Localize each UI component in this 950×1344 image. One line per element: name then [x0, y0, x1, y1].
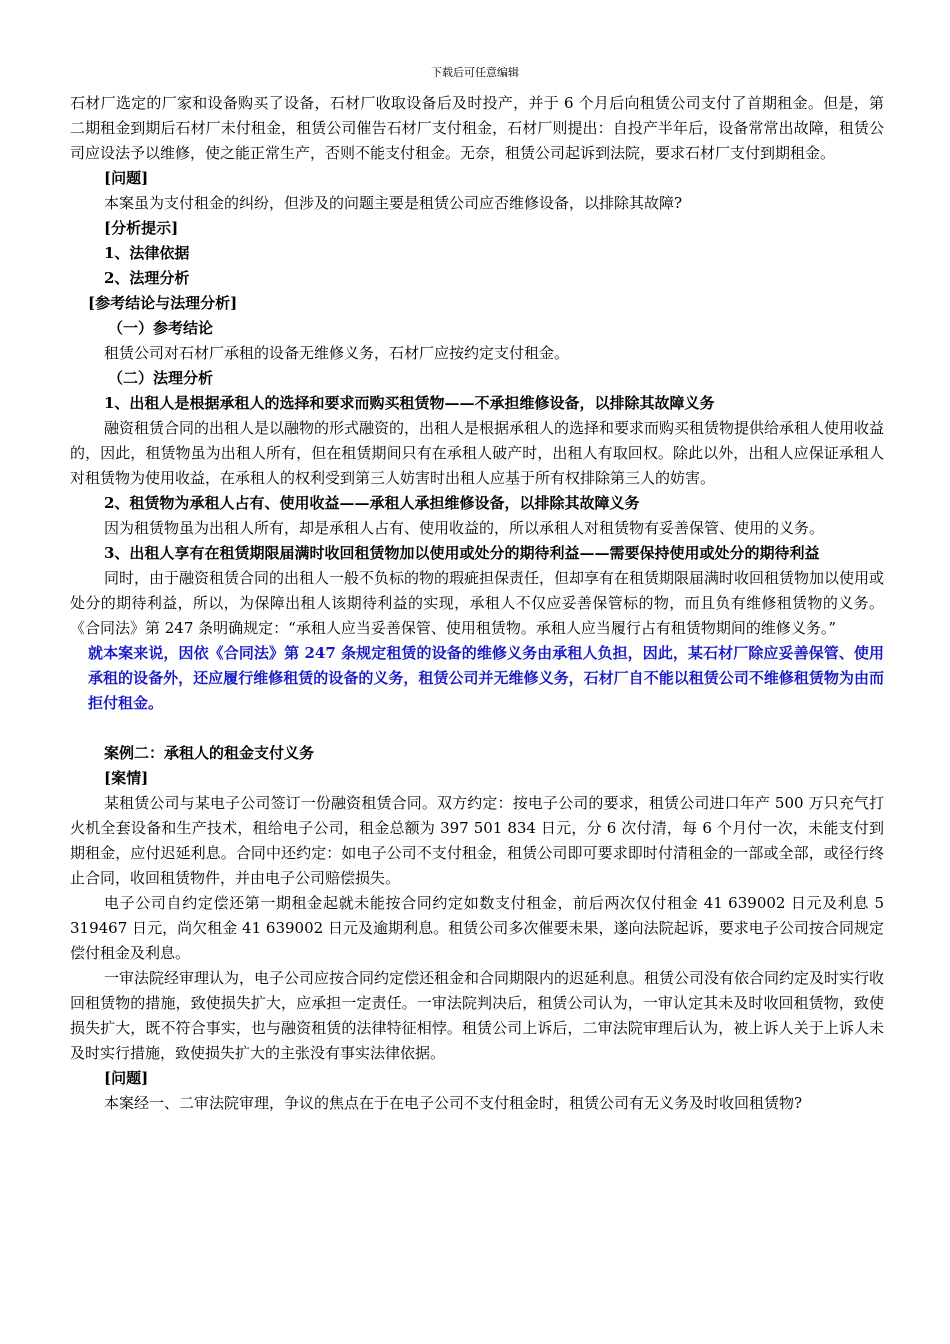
heading-point-1: 1、出租人是根据承租人的选择和要求而购买租赁物——不承担维修设备，以排除其故障义务	[104, 394, 715, 412]
paragraph-case-summary: 就本案来说，因依《合同法》第 247 条规定租赁的设备的维修义务由承租人负担，因此，某石材厂除应妥善保管、使用承租的设备外，还应履行维修租赁的设备的义务，租赁公司并无维修义务，石材厂自不能以租赁公司不维修租赁物为由而拒付租金。	[88, 644, 884, 712]
paragraph-point-1: 融资租赁合同的出租人是以融物的形式融资的，出租人是根据承租人的选择和要求而购买租赁物提供给承租人使用收益的，因此，租赁物虽为出租人所有，但在租赁期间只有在承租人破产时，出租人有取回权。除此以外，出租人应保证承租人对租赁物为使用收益，在承租人的权利受到第三人妨害时出租人应基于所有权排除第三人的妨害。	[70, 419, 885, 487]
paragraph-case-facts-end: 石材厂选定的厂家和设备购买了设备，石材厂收取设备后及时投产，并于 6 个月后向租赁公司支付了首期租金。但是，第二期租金到期后石材厂未付租金，租赁公司催告石材厂支付租金，石材厂则提出：自投产半年后，设备常常出故障，租赁公司应设法予以维修，使之能正常生产，否则不能支付租金。无奈，租赁公司起诉到法院，要求石材厂支付到期租金。	[70, 94, 884, 162]
paragraph-conclusion: 租赁公司对石材厂承租的设备无维修义务，石材厂应按约定支付租金。	[104, 344, 570, 362]
heading-conclusion-2: （二）法理分析	[108, 369, 214, 387]
heading-question: [问题]	[104, 169, 149, 187]
heading-case-facts: [案情]	[104, 769, 149, 787]
paragraph-facts-3: 一审法院经审理认为，电子公司应按合同约定偿还租金和合同期限内的迟延利息。租赁公司没有依合同约定及时实行收回租赁物的措施，致使损失扩大，应承担一定责任。一审法院判决后，租赁公司认为，一审认定其未及时收回租赁物，致使损失扩大，既不符合事实，也与融资租赁的法律特征相悖。租赁公司上诉后，二审法院审理后认为，被上诉人关于上诉人未及时实行措施，致使损失扩大的主张没有事实法律依据。	[70, 969, 885, 1062]
paragraph-point-2: 因为租赁物虽为出租人所有，却是承租人占有、使用收益的，所以承租人对租赁物有妥善保管、使用的义务。	[104, 519, 825, 537]
heading-point-2: 2、租赁物为承租人占有、使用收益——承租人承担维修设备，以排除其故障义务	[104, 494, 640, 512]
paragraph-facts-2: 电子公司自约定偿还第一期租金起就未能按合同约定如数支付租金，前后两次仅付租金 41 639002 日元及利息 5 319467 日元，尚欠租金 41 639002 日元及逾期利息。租赁公司多次催要未果，遂向法院起诉，要求电子公司按合同规定偿付租金及利息。	[70, 894, 884, 962]
paragraph-question: 本案虽为支付租金的纠纷，但涉及的问题主要是租赁公司应否维修设备，以排除其故障?	[104, 194, 683, 212]
paragraph-question-2: 本案经一、二审法院审理，争议的焦点在于在电子公司不支付租金时，租赁公司有无义务及时收回租赁物?	[104, 1094, 803, 1112]
heading-analysis-hint: [分析提示]	[104, 219, 179, 237]
paragraph-point-3: 同时，由于融资租赁合同的出租人一般不负标的物的瑕疵担保责任，但却享有在租赁期限届满时收回租赁物加以使用或处分的期待利益，所以，为保障出租人该期待利益的实现，承租人不仅应妥善保管标的物，而且负有维修租赁物的义务。《合同法》第 247 条明确规定：“承租人应当妥善保管、使用租赁物。承租人应当履行占有租赁物期间的维修义务。”	[70, 569, 885, 637]
heading-legal-analysis: 2、法理分析	[104, 269, 190, 287]
heading-conclusion-1: （一）参考结论	[108, 319, 214, 337]
heading-question-2: [问题]	[104, 1069, 149, 1087]
heading-case-two: 案例二：承租人的租金支付义务	[104, 744, 315, 762]
document-body	[70, 91, 884, 1116]
page-header: 下载后可任意编辑	[431, 66, 519, 79]
paragraph-facts-1: 某租赁公司与某电子公司签订一份融资租赁合同。双方约定：按电子公司的要求，租赁公司进口年产 500 万只充气打火机全套设备和生产技术，租给电子公司，租金总额为 397 501 834 日元，分 6 次付清，每 6 个月付一次，未能支付到期租金，应付迟延利息。合同中还约定：如电子公司不支付租金，租赁公司即可要求即时付清租金的一部或全部，或径行终止合同，收回租赁物件，并由电子公司赔偿损失。	[70, 794, 884, 887]
spacer	[70, 716, 884, 741]
heading-point-3: 3、出租人享有在租赁期限届满时收回租赁物加以使用或处分的期待利益——需要保持使用或处分的期待利益	[104, 544, 820, 562]
heading-reference-conclusion: [参考结论与法理分析]	[88, 294, 238, 312]
heading-legal-basis: 1、法律依据	[104, 244, 190, 262]
